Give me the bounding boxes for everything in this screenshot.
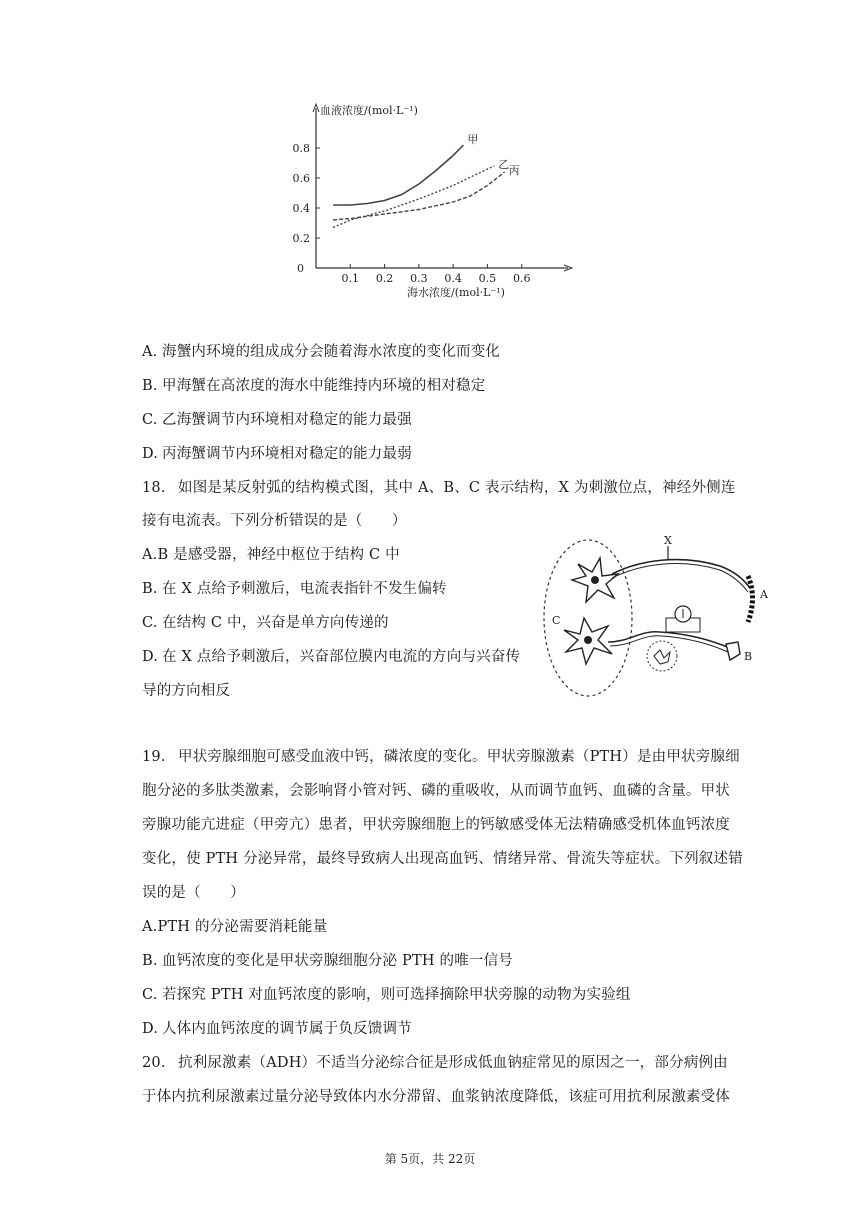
q17-option-c bbox=[142, 409, 412, 431]
option-letter: A. bbox=[142, 344, 158, 360]
option-text: 在结构 C 中，兴奋是单方向传递的 bbox=[162, 615, 389, 631]
q18-option-d bbox=[142, 646, 520, 668]
option-letter: C. bbox=[142, 615, 158, 631]
q19-option-d bbox=[142, 1018, 412, 1040]
label-a: A bbox=[760, 588, 768, 601]
series-line-0 bbox=[333, 145, 463, 205]
x-tick-label: 0.2 bbox=[375, 272, 394, 285]
chart-series bbox=[333, 145, 505, 228]
y-tick-label: 0.8 bbox=[292, 142, 310, 155]
q18-option-c bbox=[142, 612, 389, 634]
question-number: 19. bbox=[142, 749, 166, 765]
option-letter: B. bbox=[142, 953, 158, 969]
q19-option-b bbox=[142, 950, 513, 972]
q19-stem-line-1 bbox=[142, 746, 740, 768]
option-text: 海蟹内环境的组成成分会随着海水浓度的变化而变化 bbox=[162, 344, 501, 360]
afferent-axon-inner bbox=[612, 564, 748, 592]
x-tick-label: 0.6 bbox=[512, 272, 531, 285]
q19-option-a bbox=[142, 916, 327, 938]
q20-stem-line-2: 于体内抗利尿激素过量分泌导致体内水分滞留、血浆钠浓度降低，该症可用抗利尿激素受体 bbox=[142, 1089, 730, 1105]
page-footer: 第 5页，共 22页 bbox=[384, 1152, 476, 1166]
stem-text: 如图是某反射弧的结构模式图，其中 A、B、C 表示结构，X 为刺激位点，神经外侧连 bbox=[178, 480, 736, 496]
q19-stem-line-3: 旁腺功能亢进症（甲旁亢）患者，甲状旁腺细胞上的钙敏感受体无法精确感受机体血钙浓度 bbox=[142, 817, 730, 833]
q17-option-b bbox=[142, 375, 485, 397]
series-label: 乙 bbox=[498, 158, 510, 171]
q17-option-d bbox=[142, 443, 412, 465]
ganglion-neuron bbox=[654, 650, 670, 664]
y-tick-label: 0.6 bbox=[292, 172, 310, 185]
question-number: 18. bbox=[142, 480, 166, 496]
q18-stem-line-2: 接有电流表。下列分析错误的是（ ） bbox=[142, 513, 407, 529]
chart-axes bbox=[313, 104, 572, 271]
reflex-arc-figure bbox=[540, 530, 770, 710]
x-tick-label: 0.5 bbox=[478, 272, 497, 285]
upper-neuron-nucleus bbox=[591, 576, 599, 584]
option-letter: D. bbox=[142, 1021, 159, 1037]
stem-text: 抗利尿激素（ADH）不适当分泌综合征是形成低血钠症常见的原因之一，部分病例由 bbox=[178, 1055, 728, 1071]
label-x: X bbox=[664, 534, 672, 547]
q19-stem-line-5: 误的是（ ） bbox=[142, 885, 245, 901]
origin-label: 0 bbox=[297, 262, 304, 275]
series-label: 甲 bbox=[467, 133, 479, 146]
q19-option-c bbox=[142, 984, 631, 1006]
option-text: 丙海蟹调节内环境相对稳定的能力最弱 bbox=[162, 446, 412, 462]
q17-option-a bbox=[142, 341, 500, 363]
series-line-2 bbox=[333, 172, 505, 220]
q18-option-b bbox=[142, 578, 447, 600]
blood-vs-seawater-chart bbox=[280, 100, 580, 300]
option-letter: A. bbox=[142, 547, 158, 563]
q20-stem-line-1 bbox=[142, 1052, 728, 1074]
label-c: C bbox=[552, 614, 561, 627]
option-letter: C. bbox=[142, 987, 158, 1003]
option-letter: A. bbox=[142, 919, 158, 935]
option-text: 乙海蟹调节内环境相对稳定的能力最强 bbox=[162, 412, 412, 428]
option-letter: B. bbox=[142, 581, 158, 597]
option-text: 人体内血钙浓度的调节属于负反馈调节 bbox=[162, 1021, 412, 1037]
question-number: 20. bbox=[142, 1055, 166, 1071]
option-text: B 是感受器，神经中枢位于结构 C 中 bbox=[157, 547, 400, 563]
option-letter: B. bbox=[142, 378, 158, 394]
structure-a bbox=[748, 576, 753, 622]
x-tick-label: 0.4 bbox=[444, 272, 462, 285]
option-letter: C. bbox=[142, 412, 158, 428]
q19-stem-line-4: 变化，使 PTH 分泌异常，最终导致病人出现高血钙、情绪异常、骨流失等症状。下列叙述错 bbox=[142, 851, 743, 867]
stem-text: 甲状旁腺细胞可感受血液中钙，磷浓度的变化。甲状旁腺激素（PTH）是由甲状旁腺细 bbox=[178, 749, 740, 765]
x-tick-label: 0.3 bbox=[410, 272, 428, 285]
series-label: 丙 bbox=[508, 164, 520, 177]
option-letter: D. bbox=[142, 446, 159, 462]
option-text: 在 X 点给予刺激后，兴奋部位膜内电流的方向与兴奋传 bbox=[162, 649, 521, 665]
option-text: PTH 的分泌需要消耗能量 bbox=[157, 919, 328, 935]
q19-stem-line-2: 胞分泌的多肽类激素，会影响肾小管对钙、磷的重吸收，从而调节血钙、血磷的含量。甲状 bbox=[142, 783, 730, 799]
option-text: 血钙浓度的变化是甲状旁腺细胞分泌 PTH 的唯一信号 bbox=[162, 953, 513, 969]
lower-neuron-nucleus bbox=[584, 636, 592, 644]
option-letter: D. bbox=[142, 649, 159, 665]
q18-option-d-continued: 导的方向相反 bbox=[142, 683, 231, 699]
y-tick-label: 0.4 bbox=[292, 202, 310, 215]
structure-b bbox=[726, 642, 740, 660]
option-text: 若探究 PTH 对血钙浓度的影响，则可选择摘除甲状旁腺的动物为实验组 bbox=[162, 987, 631, 1003]
y-axis-label: 血液浓度/(mol·L⁻¹) bbox=[320, 104, 418, 117]
label-b: B bbox=[744, 650, 753, 663]
x-tick-label: 0.1 bbox=[341, 272, 360, 285]
q18-option-a bbox=[142, 544, 400, 566]
option-text: 甲海蟹在高浓度的海水中能维持内环境的相对稳定 bbox=[162, 378, 486, 394]
q18-stem-line-1 bbox=[142, 477, 736, 499]
x-axis-label: 海水浓度/(mol·L⁻¹) bbox=[407, 286, 505, 299]
y-tick-label: 0.2 bbox=[292, 232, 310, 245]
option-text: 在 X 点给予刺激后，电流表指针不发生偏转 bbox=[162, 581, 447, 597]
chart-text bbox=[293, 103, 531, 299]
